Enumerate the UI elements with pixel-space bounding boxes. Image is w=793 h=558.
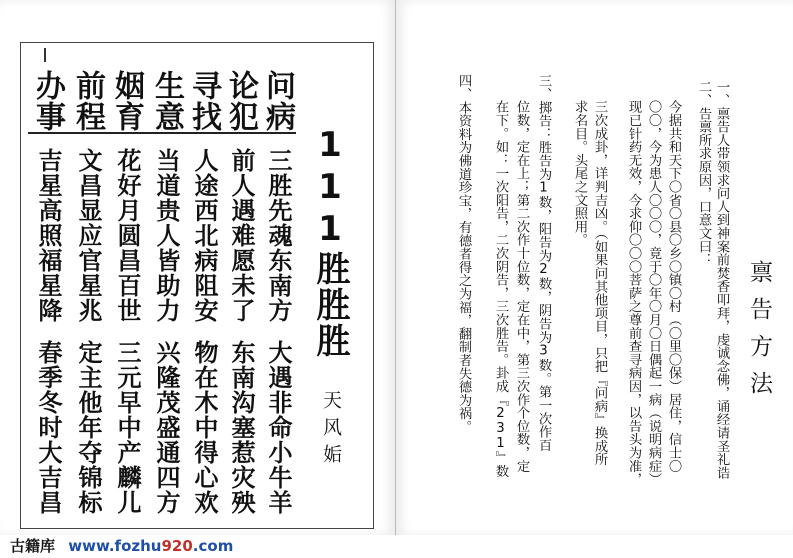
heading-rule	[28, 132, 296, 134]
page-mark	[44, 48, 46, 62]
left-page	[0, 0, 396, 535]
hexagram-name: 天风姤	[320, 390, 342, 471]
heading-lunfan: 论犯	[223, 70, 258, 132]
watermark-url-b: 920	[161, 537, 193, 555]
verse-line-5-upper: 花好月圆昌百世	[113, 148, 141, 323]
text-column-5: 现已针药无效，今求仰〇〇〇菩萨之尊前查寻病因，以告头为准，	[626, 100, 641, 486]
right-page	[396, 0, 793, 535]
verse-line-3-lower: 物在木中得心欢	[190, 340, 218, 515]
watermark-bar	[0, 535, 793, 558]
text-column-10: 在下。如：一次阳告，二次阴告，三次胜告。卦成『231』数	[493, 100, 508, 478]
text-column-8: 三、掷告：胜告为1数，阳告为2数，阴告为3数。第一次作百	[536, 74, 551, 452]
watermark-site: 古籍库	[10, 537, 56, 555]
heading-shengyi: 生意	[149, 70, 184, 132]
heading-qiancheng: 前程	[70, 70, 105, 132]
method-title: 禀告方法	[746, 260, 772, 408]
text-column-9: 位数，定在上；第二次作十位数，定在中，第三次作个位数，定	[514, 100, 529, 473]
verse-line-6-lower: 定主他年夺锦标	[74, 340, 102, 515]
heading-wenbing: 问病	[260, 70, 295, 132]
text-column-11: 四、本资料为佛道珍宝，有德者得之为福，翻制者失德为祸。	[456, 74, 471, 434]
verse-line-1-lower: 大遇非命小牛羊	[264, 340, 292, 515]
verse-line-5-lower: 三元早中产麟儿	[113, 340, 141, 515]
watermark-url-a: www.fozhu	[68, 537, 162, 555]
text-column-7: 求名目。头尾之文照用。	[572, 100, 587, 247]
text-column-2: 二、告禀所求原因，口意文曰：	[696, 80, 711, 267]
verse-line-2-lower: 东南沟塞惹灾殃	[227, 340, 255, 515]
watermark-url-c: .com	[192, 537, 234, 555]
text-column-1: 一、禀告人带领求问人到神案前焚香叩拜，虔诚念佛，诵经请圣礼诰	[714, 80, 729, 479]
text-column-3: 今据共和天下〇省〇县〇乡〇镇〇村（〇里〇保）居住，信士〇	[666, 100, 681, 473]
sign-title: 111胜胜胜	[310, 125, 350, 359]
verse-line-4-lower: 兴隆茂盛通四方	[152, 340, 180, 515]
text-column-4: 〇〇，今为患人〇〇〇，竟于〇年〇月〇日偶起一病（说明病症）	[646, 100, 661, 486]
heading-banshi: 办事	[30, 70, 65, 132]
verse-line-6-upper: 文昌显应官星兆	[74, 148, 102, 323]
verse-line-2-upper: 前人遇难愿未了	[227, 148, 255, 323]
heading-xunzhao: 寻找	[186, 70, 221, 132]
verse-line-1-upper: 三胜先魂东南方	[264, 148, 292, 323]
text-column-6: 三次成卦，详判吉凶。（如果问其他项目，只把『问病』换成所	[592, 100, 607, 466]
verse-line-7-lower: 春季冬时大吉昌	[34, 340, 62, 515]
heading-yinyu: 姻育	[109, 70, 144, 132]
verse-line-4-upper: 当道贵人皆助力	[152, 148, 180, 323]
verse-line-3-upper: 人途西北病阻安	[190, 148, 218, 323]
verse-line-7-upper: 吉星高照福星降	[34, 148, 62, 323]
